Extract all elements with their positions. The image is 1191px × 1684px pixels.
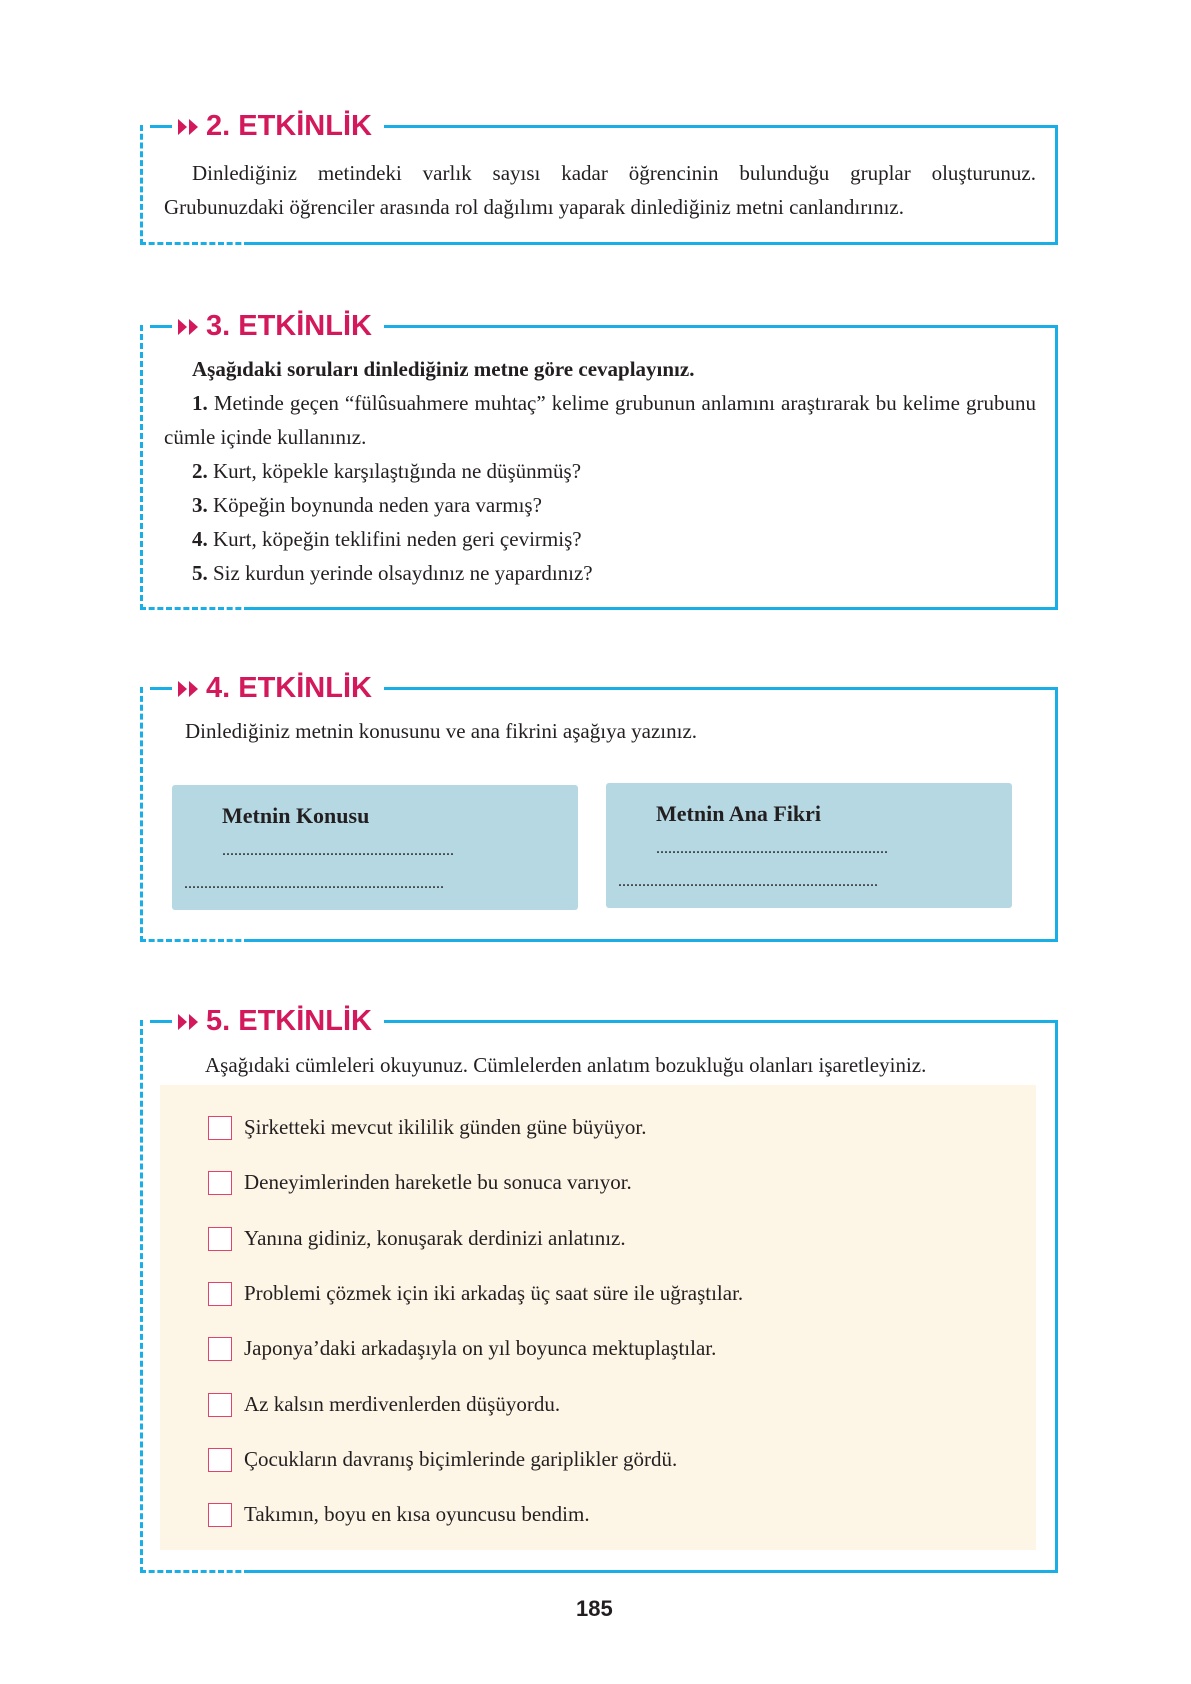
- sentence-item-4: [208, 1281, 743, 1306]
- topic-box: [172, 785, 578, 910]
- sentence-text: Çocukların davranış biçimlerinde gariplikler gördü.: [244, 1447, 678, 1471]
- activity-5-dashed-bottom: [140, 1570, 250, 1573]
- double-arrow-icon: [178, 318, 200, 336]
- sentence-text: Az kalsın merdivenlerden düşüyordu.: [244, 1392, 561, 1416]
- sentence-text: Takımın, boyu en kısa oyuncusu bendim.: [244, 1502, 590, 1526]
- activity-2-bottom-line: [250, 242, 1058, 245]
- activity-2-text: Dinlediğiniz metindeki varlık sayısı kadar öğrencinin bulunduğu gruplar oluşturunuz. Grubunuzdaki öğrenciler arasında rol dağılımı yaparak dinlediğiniz metni canlandırınız.: [164, 161, 1036, 219]
- checkbox[interactable]: [208, 1448, 232, 1472]
- activity-4-text: Dinlediğiniz metnin konusunu ve ana fikrini aşağıya yazınız.: [185, 719, 698, 743]
- topic-box-line-2[interactable]: .................................................................: [184, 875, 444, 892]
- page-number: 185: [576, 1596, 613, 1621]
- activity-3-question-2: 2. Kurt, köpekle karşılaştığında ne düşünmüş?: [192, 459, 582, 483]
- sentence-text: Yanına gidiniz, konuşarak derdinizi anlatınız.: [244, 1226, 626, 1250]
- activity-5-text: Aşağıdaki cümleleri okuyunuz. Cümlelerden anlatım bozukluğu olanları işaretleyiniz.: [205, 1053, 927, 1077]
- activity-4-title: [172, 672, 384, 705]
- sentence-item-8: [208, 1502, 590, 1527]
- activity-5-bottom-line: [250, 1570, 1058, 1573]
- checkbox[interactable]: [208, 1227, 232, 1251]
- checkbox[interactable]: [208, 1393, 232, 1417]
- sentence-item-5: [208, 1336, 716, 1361]
- activity-5-title: [172, 1005, 384, 1038]
- main-idea-box-line-1[interactable]: ..........................................................: [656, 840, 888, 857]
- activity-2-dashed-bottom: [140, 242, 250, 245]
- double-arrow-icon: [178, 680, 200, 698]
- double-arrow-icon: [178, 118, 200, 136]
- activity-4-dashed-left: [140, 687, 143, 942]
- activity-3-question-4: 4. Kurt, köpeğin teklifini neden geri çevirmiş?: [192, 527, 582, 551]
- main-idea-box-line-2[interactable]: .................................................................: [618, 873, 878, 890]
- sentence-text: Japonya’daki arkadaşıyla on yıl boyunca mektuplaştılar.: [244, 1336, 717, 1360]
- activity-2-title-text: 2. ETKİNLİK: [206, 110, 372, 142]
- checkbox[interactable]: [208, 1171, 232, 1195]
- activity-3-dashed-left: [140, 325, 143, 610]
- sentence-text: Deneyimlerinden hareketle bu sonuca varıyor.: [244, 1170, 632, 1194]
- activity-3-question-5: 5. Siz kurdun yerinde olsaydınız ne yapardınız?: [192, 561, 593, 585]
- checkbox[interactable]: [208, 1337, 232, 1361]
- activity-3-bottom-line: [250, 607, 1058, 610]
- sentence-item-3: [208, 1226, 626, 1251]
- topic-box-heading: Metnin Konusu: [222, 803, 370, 828]
- main-idea-box-heading: Metnin Ana Fikri: [656, 801, 822, 826]
- activity-3-dashed-bottom: [140, 607, 250, 610]
- sentence-text: Şirketteki mevcut ikililik günden güne büyüyor.: [244, 1115, 647, 1139]
- sentence-item-2: [208, 1170, 632, 1195]
- activity-3-question-3: 3. Köpeğin boynunda neden yara varmış?: [192, 493, 542, 517]
- checkbox[interactable]: [208, 1282, 232, 1306]
- checkbox[interactable]: [208, 1116, 232, 1140]
- activity-3-title-text: 3. ETKİNLİK: [206, 310, 372, 342]
- activity-2-dashed-left: [140, 125, 143, 245]
- activity-5-title-text: 5. ETKİNLİK: [206, 1005, 372, 1037]
- sentence-item-1: [208, 1115, 646, 1140]
- sentence-item-7: [208, 1447, 677, 1472]
- activity-2-title: [172, 110, 384, 143]
- sentence-text: Problemi çözmek için iki arkadaş üç saat süre ile uğraştılar.: [244, 1281, 744, 1305]
- activity-5-dashed-left: [140, 1020, 143, 1573]
- sentence-item-6: [208, 1392, 560, 1417]
- topic-box-line-1[interactable]: ..........................................................: [222, 842, 454, 859]
- main-idea-box: [606, 783, 1012, 908]
- double-arrow-icon: [178, 1013, 200, 1031]
- activity-4-title-text: 4. ETKİNLİK: [206, 672, 372, 704]
- sentence-list-panel: [160, 1085, 1036, 1550]
- activity-3-instruction: Aşağıdaki soruları dinlediğiniz metne göre cevaplayınız.: [192, 357, 695, 381]
- activity-3-title: [172, 310, 384, 343]
- checkbox[interactable]: [208, 1503, 232, 1527]
- activity-4-dashed-bottom: [140, 939, 250, 942]
- activity-4-bottom-line: [250, 939, 1058, 942]
- activity-3-question-1: 1. Metinde geçen “fülûsuahmere muhtaç” kelime grubunun anlamını araştırarak bu kelime grubunu cümle içinde kullanınız.: [164, 391, 1036, 449]
